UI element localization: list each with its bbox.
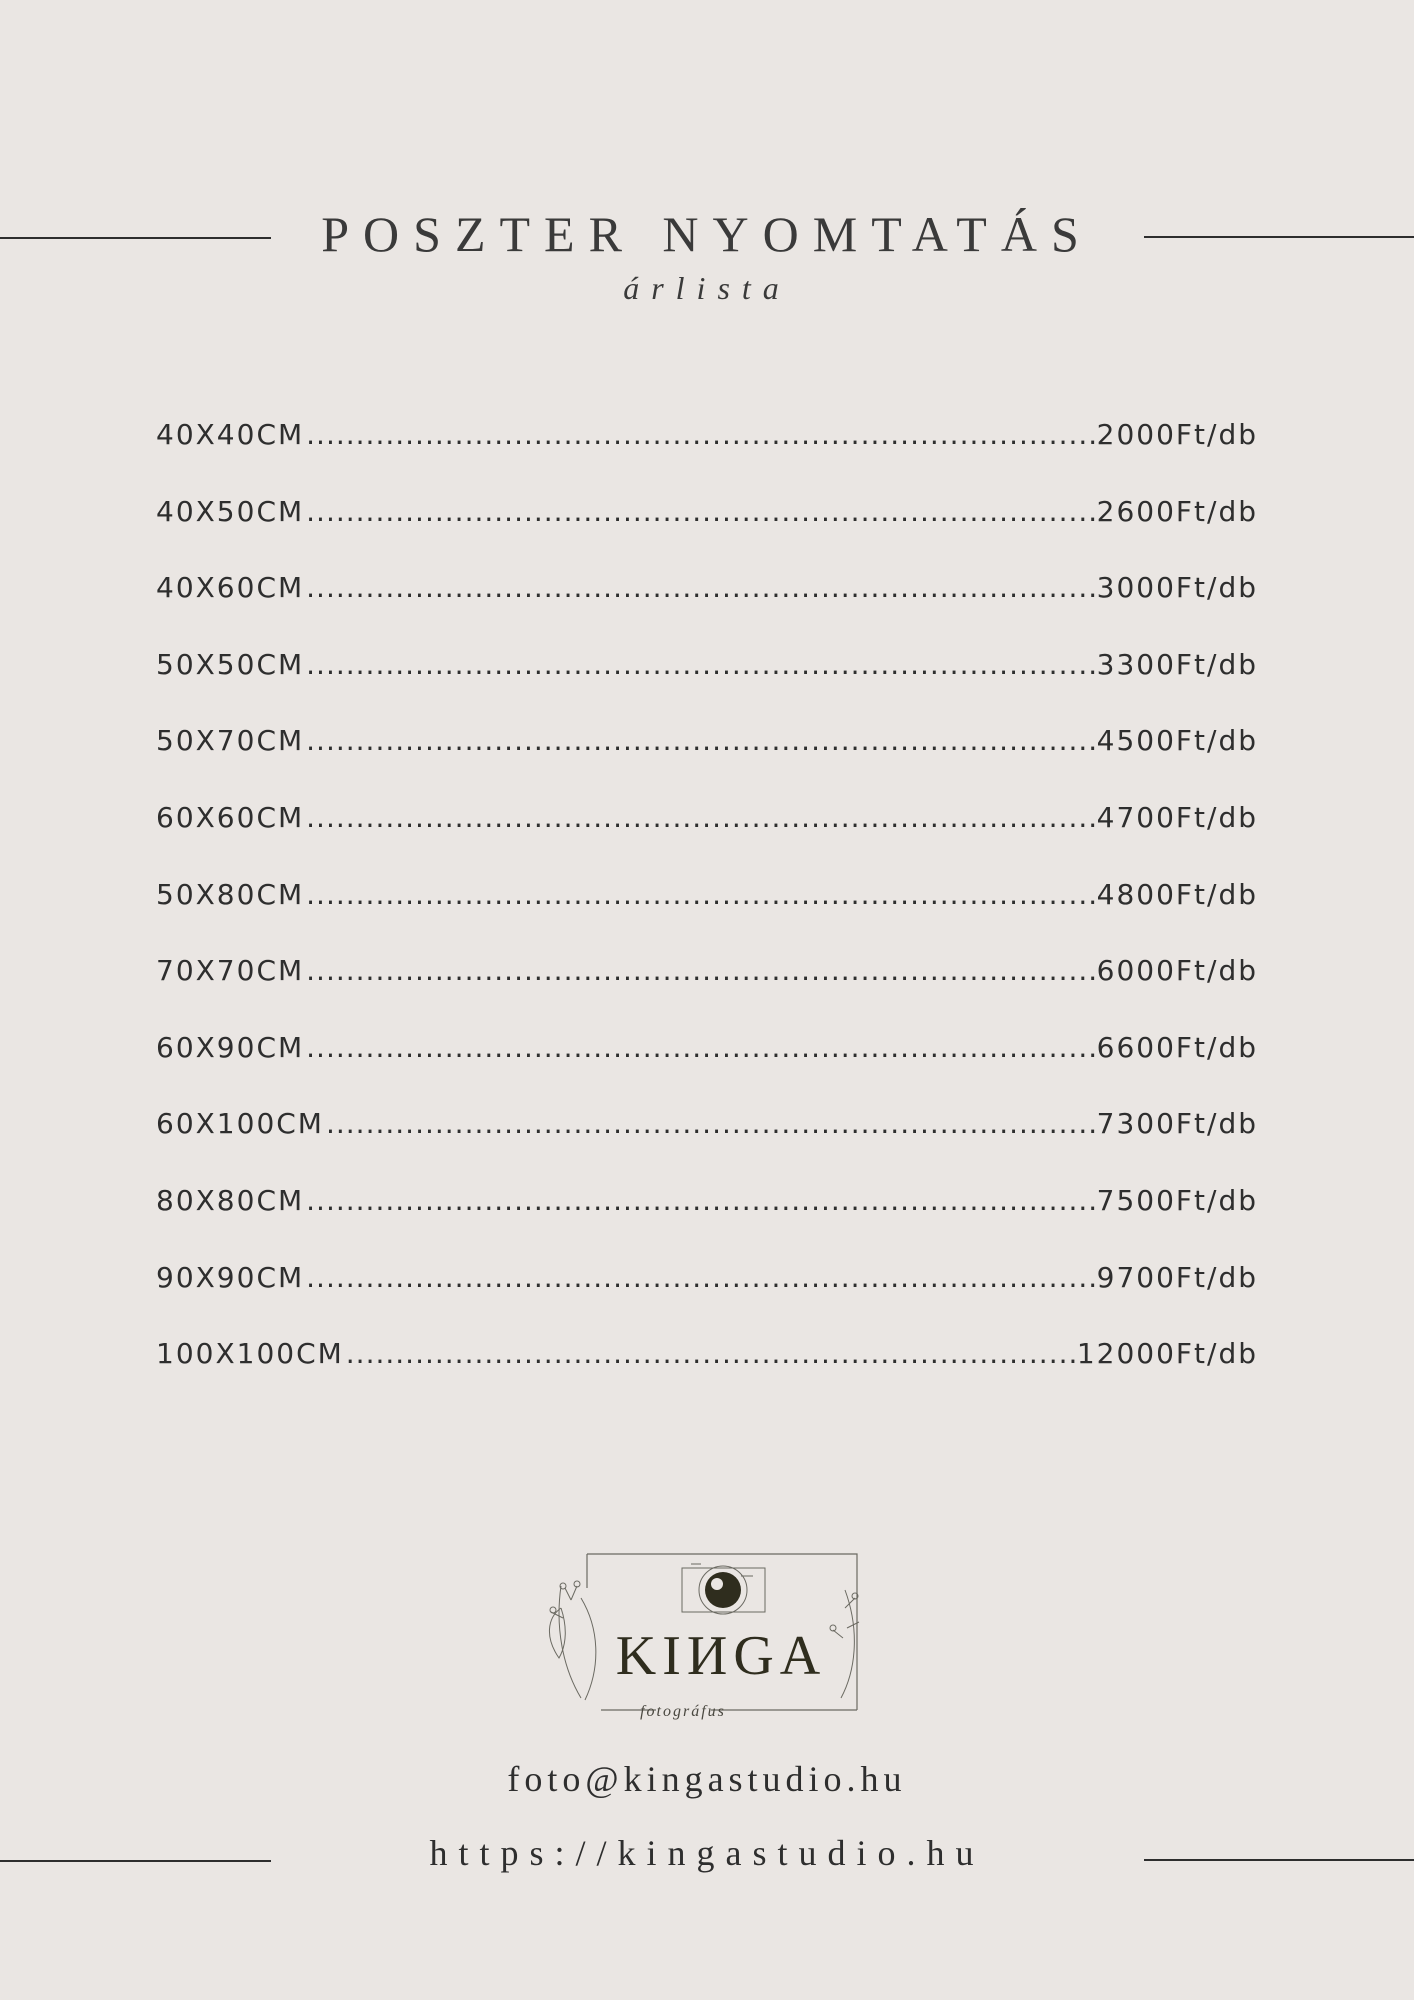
dot-leader: [346, 1337, 1075, 1370]
floral-left-icon: [549, 1581, 595, 1700]
contact-email[interactable]: foto@kingastudio.hu: [507, 1759, 907, 1799]
price-list: [156, 418, 1258, 1414]
price-row: [156, 648, 1258, 725]
poster-price: 4500Ft/db: [1096, 724, 1258, 758]
poster-price: 2600Ft/db: [1096, 494, 1258, 528]
poster-price: 6000Ft/db: [1096, 954, 1258, 988]
poster-size: 90X90CM: [156, 1260, 305, 1294]
poster-price: 3000Ft/db: [1096, 571, 1258, 605]
dot-leader: [306, 495, 1095, 528]
kinga-logo: [541, 1548, 873, 1728]
poster-size: 40X40CM: [156, 418, 305, 451]
poster-size: 100X100CM: [156, 1337, 344, 1371]
price-row: [156, 801, 1258, 878]
dot-leader: [306, 724, 1095, 757]
poster-price: 7300Ft/db: [1096, 1107, 1258, 1141]
poster-size: 60X100CM: [156, 1107, 324, 1141]
dot-leader: [306, 801, 1095, 834]
page-title: POSZTER NYOMTATÁS: [321, 206, 1093, 262]
price-row: [156, 495, 1258, 572]
poster-price: 3300Ft/db: [1096, 647, 1258, 681]
price-row: [156, 1337, 1258, 1414]
poster-size: 50X50CM: [156, 647, 305, 681]
price-row: [156, 1184, 1258, 1261]
poster-price: 12000Ft/db: [1076, 1337, 1258, 1371]
floral-right-icon: [830, 1590, 859, 1698]
poster-size: 50X80CM: [156, 877, 305, 911]
poster-size: 80X80CM: [156, 1183, 305, 1217]
dot-leader: [306, 571, 1095, 604]
logo-tagline: fotográfus: [640, 1703, 726, 1720]
poster-price: 4700Ft/db: [1096, 800, 1258, 834]
dot-leader: [306, 1031, 1095, 1064]
poster-size: 60X90CM: [156, 1030, 305, 1064]
price-row: [156, 1031, 1258, 1108]
dot-leader: [306, 418, 1095, 451]
camera-icon: [682, 1564, 765, 1614]
price-row: [156, 1261, 1258, 1338]
poster-price: 7500Ft/db: [1096, 1183, 1258, 1217]
dot-leader: [306, 648, 1095, 681]
poster-size: 60X60CM: [156, 800, 305, 834]
dot-leader: [306, 954, 1095, 987]
dot-leader: [306, 1184, 1095, 1217]
poster-size: 50X70CM: [156, 724, 305, 758]
price-row: [156, 418, 1258, 495]
dot-leader: [326, 1107, 1095, 1140]
price-row: [156, 571, 1258, 648]
bottom-right-rule: [1144, 1859, 1414, 1861]
price-row: [156, 724, 1258, 801]
price-row: [156, 1107, 1258, 1184]
website-link[interactable]: https://kingastudio.hu: [429, 1833, 985, 1873]
poster-price: 4800Ft/db: [1096, 877, 1258, 911]
poster-size: 40X50CM: [156, 494, 305, 528]
bottom-left-rule: [0, 1860, 271, 1862]
dot-leader: [306, 878, 1095, 911]
page-subtitle: árlista: [623, 270, 791, 306]
poster-price: 9700Ft/db: [1096, 1260, 1258, 1294]
poster-price: 6600Ft/db: [1096, 1030, 1258, 1064]
dot-leader: [306, 1261, 1095, 1294]
price-row: [156, 878, 1258, 955]
logo-brand: KIИGA: [615, 1625, 827, 1687]
poster-size: 40X60CM: [156, 571, 305, 605]
poster-price: 2000Ft/db: [1096, 418, 1258, 451]
poster-size: 70X70CM: [156, 954, 305, 988]
price-row: [156, 954, 1258, 1031]
